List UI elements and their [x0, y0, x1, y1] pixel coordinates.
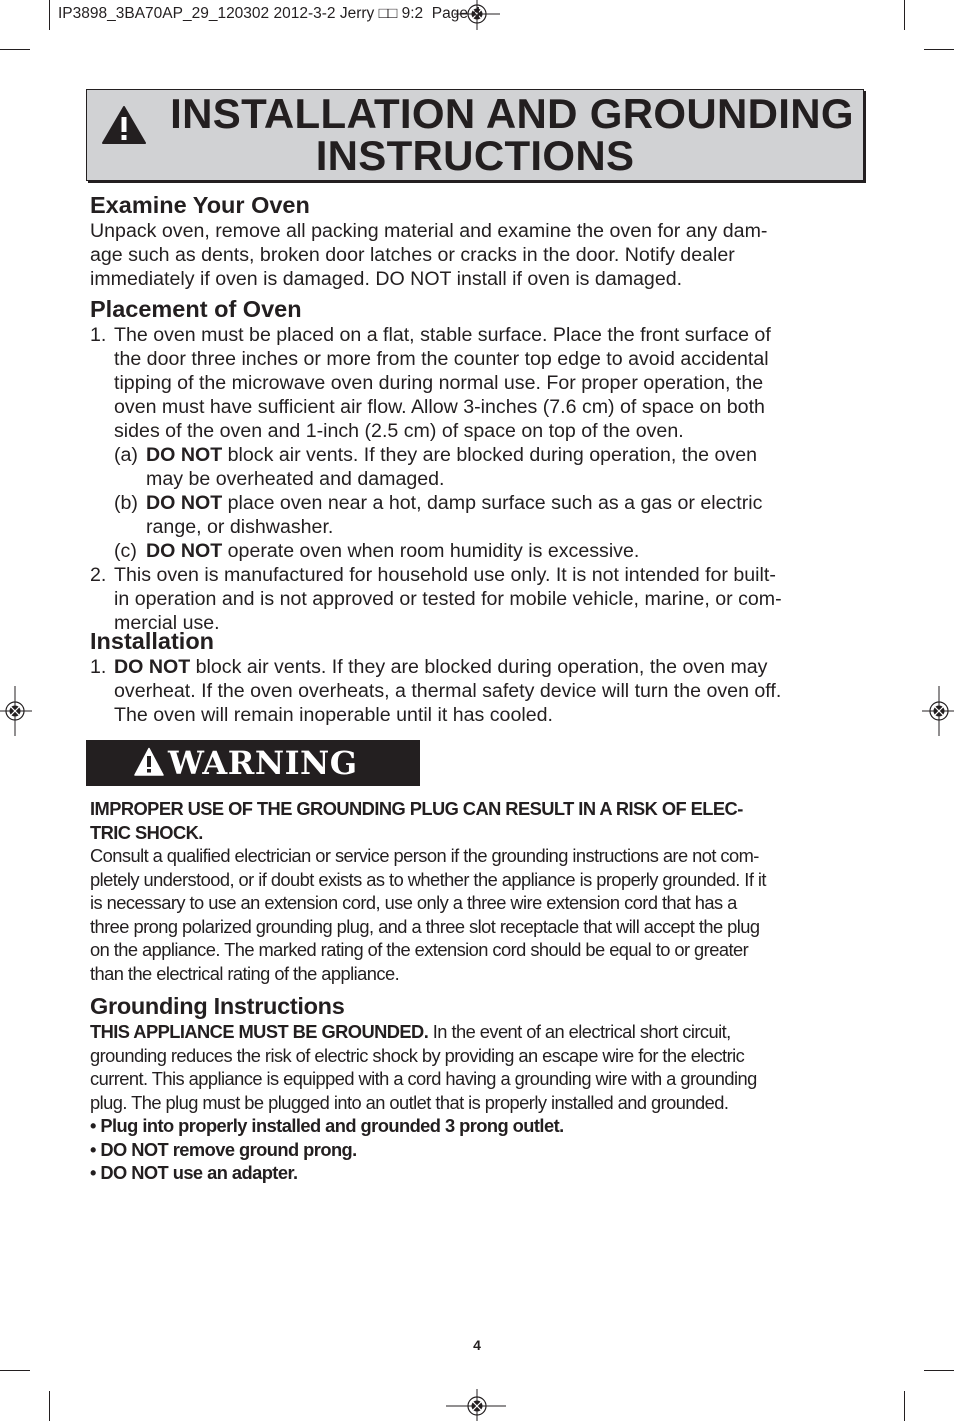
- emphasis: DO NOT: [146, 492, 223, 514]
- list-item: [90, 655, 870, 727]
- text-span: In the event of an electrical short circuit,: [428, 1021, 731, 1042]
- list-number: 1.: [90, 324, 107, 346]
- section-grounding: [90, 992, 865, 1185]
- text-line: oven must have sufficient air flow. Allow 3-inches (7.6 cm) of space on both: [114, 396, 765, 418]
- section-body: [90, 1020, 865, 1185]
- text-line: This oven is manufactured for household use only. It is not intended for built-: [114, 564, 776, 586]
- section-examine: [90, 191, 860, 291]
- text-span: operate oven when room humidity is excessive.: [222, 540, 640, 562]
- text-line: pletely understood, or if doubt exists as to whether the appliance is properly grounded. If it: [90, 868, 766, 890]
- page-title-line1: INSTALLATION AND GROUNDING: [170, 90, 854, 137]
- section-placement: [90, 295, 870, 635]
- text-line: IMPROPER USE OF THE GROUNDING PLUG CAN RESULT IN A RISK OF ELEC-: [90, 798, 743, 819]
- text-span: place oven near a hot, damp surface such as a gas or electric: [222, 492, 763, 514]
- printer-slug: [58, 5, 481, 23]
- bullet-item: • DO NOT use an adapter.: [90, 1162, 298, 1183]
- text-line: on the appliance. The marked rating of the extension cord should be equal to or greater: [90, 939, 749, 960]
- text-line: immediately if oven is damaged. DO NOT install if oven is damaged.: [90, 268, 683, 290]
- sub-label: (b): [114, 492, 138, 514]
- text-line: The oven will remain inoperable until it has cooled.: [114, 704, 553, 726]
- emphasis: DO NOT: [146, 540, 223, 562]
- section-heading: Grounding Instructions: [90, 993, 345, 1019]
- bullet-item: • Plug into properly installed and grounded 3 prong outlet.: [90, 1115, 564, 1136]
- list-item: [90, 323, 870, 443]
- sub-label: (c): [114, 540, 137, 562]
- text-span: block air vents. If they are blocked during operation, the oven: [222, 444, 757, 466]
- registration-mark-icon: [0, 686, 32, 736]
- section-body: [90, 219, 860, 291]
- text-line: mercial use.: [114, 612, 220, 634]
- crop-mark: [924, 1370, 954, 1371]
- warning-triangle-icon: [101, 105, 147, 145]
- sub-item-a: [90, 443, 870, 491]
- text-line: current. This appliance is equipped with a cord having a grounding wire with a grounding: [90, 1068, 757, 1089]
- section-installation: [90, 627, 870, 727]
- crop-mark: [0, 1370, 30, 1371]
- text-line: [146, 443, 870, 467]
- warning-body: [90, 797, 865, 985]
- text-line: grounding reduces the risk of electric shock by providing an escape wire for the electric: [90, 1044, 745, 1066]
- text-line: sides of the oven and 1-inch (2.5 cm) of space on top of the oven.: [114, 420, 684, 442]
- warning-label: WARNING: [168, 744, 358, 782]
- text-line: [90, 1020, 865, 1044]
- printer-slug-text: IP3898_3BA70AP_29_120302 2012-3-2 Jerry □□ 9:2: [58, 5, 424, 22]
- text-line: is necessary to use an extension cord, use only a three wire extension cord that has a: [90, 892, 737, 913]
- warning-triangle-icon: [134, 747, 164, 777]
- printer-page: Page 4: [431, 5, 481, 22]
- text-line: the door three inches or more from the counter top edge to avoid accidental: [114, 348, 769, 370]
- text-line: than the electrical rating of the appliance.: [90, 962, 400, 984]
- registration-mark-icon: [922, 686, 954, 736]
- text-line: TRIC SHOCK.: [90, 821, 203, 843]
- crop-mark: [0, 49, 30, 50]
- crop-mark: [49, 0, 50, 30]
- section-body: [90, 323, 870, 635]
- list-number: 2.: [90, 564, 107, 586]
- warning-text: [90, 844, 865, 985]
- sub-item-b: [90, 491, 870, 539]
- emphasis: DO NOT: [146, 444, 223, 466]
- sub-label: (a): [114, 444, 138, 466]
- page-title-line2: INSTRUCTIONS: [315, 132, 635, 179]
- title-box: [86, 89, 864, 181]
- list-item: [90, 563, 870, 635]
- warning-banner: [86, 740, 420, 786]
- text-line: Unpack oven, remove all packing material and examine the oven for any dam-: [90, 220, 768, 242]
- text-line: range, or dishwasher.: [146, 516, 334, 538]
- crop-mark: [49, 1391, 50, 1421]
- text-line: [114, 655, 870, 679]
- warning-caps: [90, 797, 865, 844]
- text-span: block air vents. If they are blocked during operation, the oven may: [190, 656, 768, 678]
- text-line: tipping of the microwave oven during normal use. For proper operation, the: [114, 372, 764, 394]
- emphasis: THIS APPLIANCE MUST BE GROUNDED.: [90, 1021, 429, 1042]
- crop-mark: [924, 49, 954, 50]
- text-line: [146, 539, 870, 563]
- section-body: [90, 655, 870, 727]
- text-line: plug. The plug must be plugged into an outlet that is properly installed and grounded.: [90, 1091, 729, 1113]
- emphasis: DO NOT: [114, 656, 191, 678]
- text-line: overheat. If the oven overheats, a thermal safety device will turn the oven off.: [114, 680, 782, 702]
- text-line: three prong polarized grounding plug, and a three slot receptacle that will accept the plug: [90, 915, 760, 937]
- list-number: 1.: [90, 656, 107, 678]
- crop-mark: [904, 1391, 905, 1421]
- text-line: age such as dents, broken door latches or cracks in the door. Notify dealer: [90, 244, 735, 266]
- bullet-item: • DO NOT remove ground prong.: [90, 1138, 357, 1160]
- crop-mark: [904, 0, 905, 30]
- sub-item-c: [90, 539, 870, 563]
- text-line: The oven must be placed on a flat, stable surface. Place the front surface of: [114, 324, 771, 346]
- text-line: Consult a qualified electrician or service person if the grounding instructions are not com-: [90, 845, 759, 866]
- text-line: [146, 491, 870, 515]
- text-line: may be overheated and damaged.: [146, 468, 445, 490]
- page-number: 4: [473, 1337, 481, 1353]
- registration-mark-icon: [446, 1389, 506, 1421]
- section-heading: Placement of Oven: [90, 296, 302, 322]
- text-line: in operation and is not approved or tested for mobile vehicle, marine, or com-: [114, 588, 782, 610]
- section-heading: Examine Your Oven: [90, 192, 310, 218]
- section-heading: Installation: [90, 628, 215, 654]
